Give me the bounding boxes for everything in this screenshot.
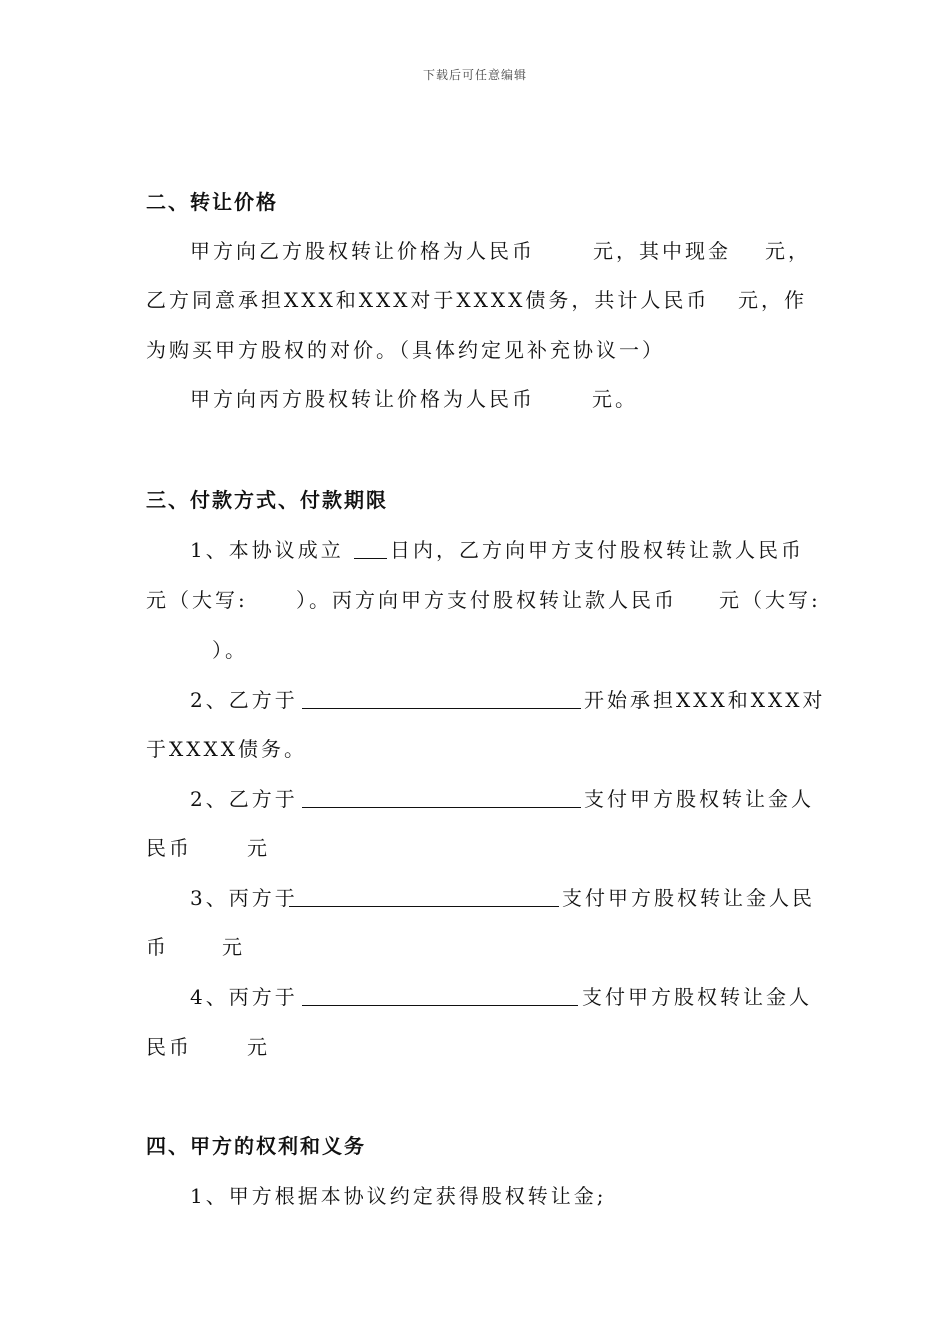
- paragraph-text: 元。: [592, 387, 638, 411]
- paragraph-text: 支付甲方股权转让金人: [582, 985, 812, 1009]
- paragraph-text: 元: [222, 935, 245, 959]
- fill-in-blank: [289, 886, 559, 907]
- page-header: 下载后可任意编辑: [422, 68, 527, 82]
- paragraph-text: 元（大写:: [719, 588, 821, 612]
- paragraph-text: 民币: [146, 1035, 192, 1059]
- paragraph-text: ）。: [212, 638, 248, 662]
- paragraph-text: 3、丙方于: [190, 886, 298, 910]
- paragraph-text: 甲方向乙方股权转让价格为人民币: [190, 239, 535, 263]
- paragraph-text: 支付甲方股权转让金人: [584, 787, 814, 811]
- section-title: 三、付款方式、付款期限: [146, 488, 388, 512]
- paragraph-text: 元，: [765, 239, 811, 263]
- fill-in-blank: [354, 538, 387, 559]
- paragraph-text: 元，其中现金: [593, 239, 731, 263]
- paragraph-text: ）。丙方向甲方支付股权转让款人民币: [296, 588, 677, 612]
- paragraph-text: 2、乙方于: [190, 787, 298, 811]
- section-title: 四、甲方的权利和义务: [146, 1134, 366, 1158]
- paragraph-text: 元: [247, 1035, 270, 1059]
- paragraph-text: 支付甲方股权转让金人民: [562, 886, 815, 910]
- paragraph-text: 2、乙方于: [190, 688, 298, 712]
- paragraph-text: 4、丙方于: [190, 985, 298, 1009]
- paragraph-text: 元，作: [738, 288, 807, 312]
- paragraph-text: 于XXXX债务。: [146, 737, 307, 761]
- paragraph-text: 币: [146, 935, 169, 959]
- paragraph-text: 1、本协议成立: [190, 538, 344, 562]
- section-title: 二、转让价格: [146, 190, 278, 214]
- paragraph-text: 开始承担XXX和XXX对: [584, 688, 826, 712]
- paragraph-text: 1、甲方根据本协议约定获得股权转让金;: [190, 1184, 607, 1208]
- paragraph-text: 日内，乙方向甲方支付股权转让款人民币: [390, 538, 804, 562]
- fill-in-blank: [302, 787, 581, 808]
- paragraph-text: 甲方向丙方股权转让价格为人民币: [190, 387, 535, 411]
- paragraph-text: 民币: [146, 836, 192, 860]
- paragraph-text: 乙方同意承担XXX和XXX对于XXXX债务，共计人民币: [146, 288, 710, 312]
- paragraph-text: 元: [247, 836, 270, 860]
- fill-in-blank: [302, 688, 581, 709]
- fill-in-blank: [302, 985, 578, 1006]
- paragraph-text: 为购买甲方股权的对价。（具体约定见补充协议一）: [146, 338, 665, 362]
- paragraph-text: 元（大写:: [146, 588, 248, 612]
